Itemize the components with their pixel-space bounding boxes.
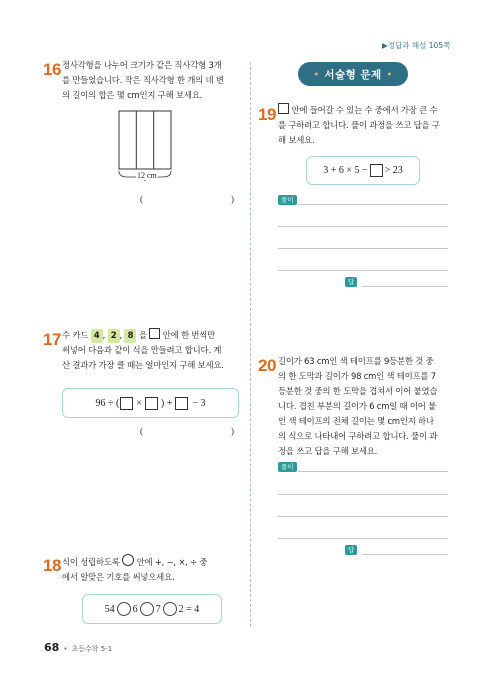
blank-box-icon xyxy=(370,164,383,177)
question-19-number: 19 xyxy=(258,105,276,124)
question-20-number: 20 xyxy=(258,356,276,375)
q17-expression-box: 96 ÷ ( × ) + − 3 xyxy=(62,388,239,418)
q17-line1-tail: 을 안에 한 번씩만 xyxy=(138,330,216,340)
q16-square xyxy=(119,111,171,169)
column-divider xyxy=(250,62,251,627)
question-18-text: 식이 성립하도록 안에 +, −, ×, ÷ 중 에서 알맞은 기호를 써넣으세요. xyxy=(62,554,247,585)
section-banner: • 서술형 문제 • xyxy=(298,62,408,86)
q19-answer-line-3[interactable] xyxy=(278,248,448,249)
q20-solution-tag: 풀이 xyxy=(278,462,297,472)
q18-expression-box: 54 6 7 2 = 4 xyxy=(82,594,222,624)
question-16-text: 정사각형을 나누어 크기가 같은 직사각형 3개 를 만들었습니다. 작은 직사각형 한 개의 네 변 의 길이의 합은 몇 cm인지 구해 보세요. xyxy=(62,60,224,100)
number-card-2: 2 xyxy=(108,329,120,343)
arrow-icon: ▶ xyxy=(382,41,388,50)
blank-box-icon xyxy=(149,328,160,339)
q16-answer-close: ) xyxy=(231,194,234,204)
blank-circle-icon xyxy=(163,602,177,616)
answer-reference: ▶정답과 해설 105쪽 xyxy=(382,41,451,50)
question-18-number: 18 xyxy=(43,556,61,575)
q20-answer-tag: 답 xyxy=(345,545,357,555)
q19-answer-line-2[interactable] xyxy=(278,226,448,227)
blank-box-icon xyxy=(175,397,188,410)
blank-box-icon xyxy=(278,103,289,114)
book-title: 초등수학 5-1 xyxy=(71,645,113,653)
blank-circle-icon xyxy=(122,554,134,566)
page-footer xyxy=(44,641,112,654)
question-19-text: 안에 들어갈 수 있는 수 중에서 가장 큰 수 를 구하려고 합니다. 풀이 과정을 쓰고 답을 구 해 보세요. xyxy=(278,105,440,145)
question-20-text: 길이가 63 cm인 색 테이프를 9등분한 것 중 의 한 도막과 길이가 98 cm인 색 테이프를 7 등분한 것 중의 한 도막을 겹쳐서 이어 붙였습 니다. 겹친 부분의 길이가 6 cm일 때 이어 붙 인 색 테이프의 전체 길이는 몇 cm인지 하나 의 식으로 나타내어 구하려고 합니다. 풀이 과 정을 쓰고 답을 구해 보세요. xyxy=(278,356,438,456)
question-16-number: 16 xyxy=(43,60,61,79)
q20-answer-line-3[interactable] xyxy=(278,516,448,517)
q20-final-answer-line[interactable] xyxy=(362,554,448,555)
blank-circle-icon xyxy=(117,602,131,616)
question-17-number: 17 xyxy=(43,330,61,349)
number-card-4: 4 xyxy=(91,329,103,343)
question-17-text: 수 카드 4 , 2 , 8 을 안에 한 번씩만 써넣어 다음과 같이 식을 만들려고 합니다. 계 산 결과가 가장 클 때는 얼마인지 구해 보세요. xyxy=(62,330,224,370)
blank-box-icon xyxy=(120,397,133,410)
q16-length-label: 12 cm xyxy=(137,171,157,180)
blank-box-icon xyxy=(145,397,158,410)
q20-answer-line-4[interactable] xyxy=(278,538,448,539)
q19-final-answer-line[interactable] xyxy=(362,286,448,287)
q17-answer-close: ) xyxy=(231,426,234,436)
q19-solution-tag: 풀이 xyxy=(278,195,297,205)
q16-answer-open: ( xyxy=(140,194,143,204)
page-number: 68 xyxy=(44,641,60,654)
q17-answer-open: ( xyxy=(140,426,143,436)
q20-answer-line-2[interactable] xyxy=(278,494,448,495)
q19-expression-box: 3 + 6 × 5 − > 23 xyxy=(306,156,420,185)
q19-answer-line-4[interactable] xyxy=(278,270,448,271)
q19-answer-line-1[interactable] xyxy=(298,204,448,205)
q20-answer-line-1[interactable] xyxy=(298,471,448,472)
footer-separator: • xyxy=(63,645,68,653)
q19-answer-tag: 답 xyxy=(345,277,357,287)
blank-circle-icon xyxy=(140,602,154,616)
number-card-8: 8 xyxy=(124,329,136,343)
